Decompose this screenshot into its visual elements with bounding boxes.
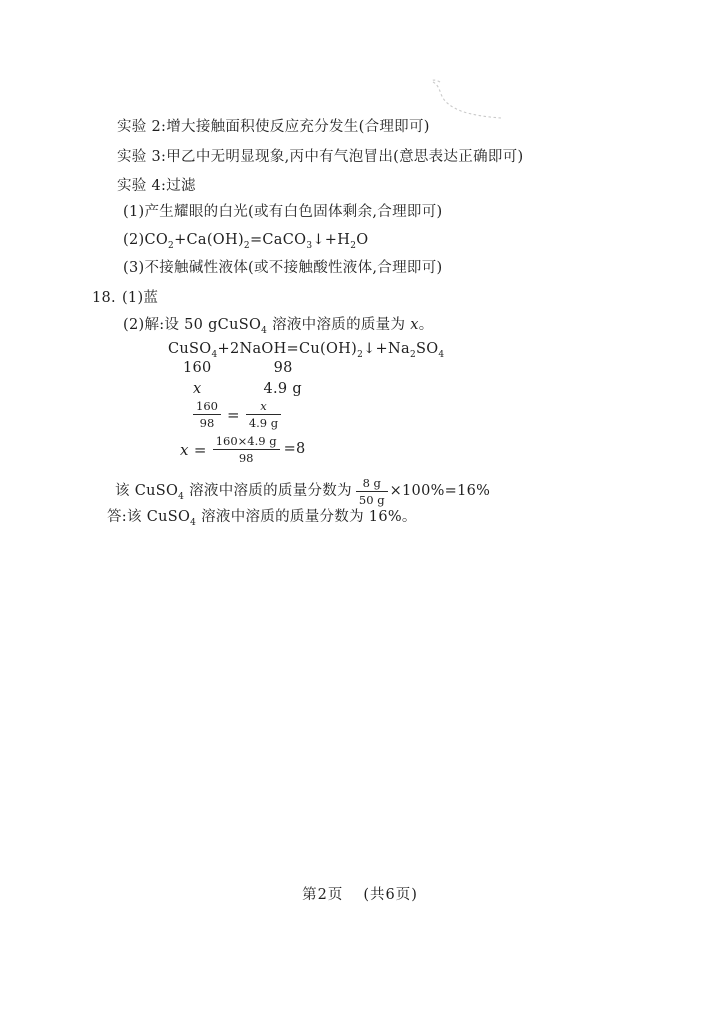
fraction-left-numerator: 160 [193, 399, 221, 415]
exp3-answer-line: 实验 3:甲乙中无明显现象,丙中有气泡冒出(意思表达正确即可) [117, 149, 524, 165]
page-footer [0, 883, 720, 904]
fraction-left-denominator: 98 [199, 416, 215, 431]
unknown-x: x [193, 381, 202, 397]
solve-equation [180, 434, 306, 466]
q18-part1-answer: (1)蓝 [121, 290, 159, 306]
molar-mass-cuoh2: 98 [273, 360, 293, 376]
solve-fraction [213, 434, 280, 466]
mass-fraction-suffix: ×100%=16% [389, 483, 491, 500]
mass-fraction-numerator: 8 g [356, 476, 388, 492]
mass-fraction-denominator: 50 g [358, 493, 385, 508]
molar-mass-cuso4: 160 [183, 360, 212, 376]
q17-item2-equation-line: $(2)CO_2+Ca(OH)_2=CaCO_3↓+H_2O$ [123, 232, 369, 251]
stoich-molar-mass-row [183, 360, 293, 377]
equals-sign: = [226, 405, 240, 424]
solve-denominator: 98 [238, 451, 254, 466]
mass-fraction-fraction [356, 476, 388, 508]
given-mass: 4.9 g [263, 381, 302, 397]
fraction-left [193, 399, 221, 431]
footer-page-number: 第2页 [302, 887, 344, 903]
q18-part2-intro-line: (2)解:设 50 gCuSO$_4$ 溶液中溶质的质量为 x。 [123, 317, 434, 336]
solve-result: =8 [283, 441, 306, 458]
fraction-right-numerator: x [246, 399, 281, 415]
solve-lhs: x = [180, 440, 207, 459]
mass-fraction-line [115, 476, 490, 508]
exp4-answer-line: 实验 4:过滤 [117, 178, 196, 194]
exp2-answer-line: 实验 2:增大接触面积使反应充分发生(合理即可) [117, 119, 430, 135]
q18-chemical-equation: $CuSO_4+2NaOH=Cu(OH)_2↓+Na_2SO_4$ [168, 341, 445, 360]
q18-part1-line [92, 290, 158, 307]
stoich-quantity-row [193, 381, 302, 398]
q18-number: 18. [92, 290, 116, 306]
scan-pencil-mark-icon [420, 72, 510, 120]
proportion-equation [193, 399, 281, 431]
solve-numerator: 160×4.9 g [213, 434, 280, 450]
mass-fraction-prefix: 该 CuSO$_4$ 溶液中溶质的质量分数为 [115, 483, 352, 503]
q18-answer-sentence: 答:该 CuSO$_4$ 溶液中溶质的质量分数为 16%。 [107, 509, 417, 528]
footer-total-pages: (共6页) [363, 887, 418, 903]
q17-item1-line: (1)产生耀眼的白光(或有白色固体剩余,合理即可) [123, 204, 443, 220]
fraction-right [246, 399, 281, 431]
q17-item3-line: (3)不接触碱性液体(或不接触酸性液体,合理即可) [123, 260, 443, 276]
fraction-right-denominator: 4.9 g [248, 416, 279, 431]
